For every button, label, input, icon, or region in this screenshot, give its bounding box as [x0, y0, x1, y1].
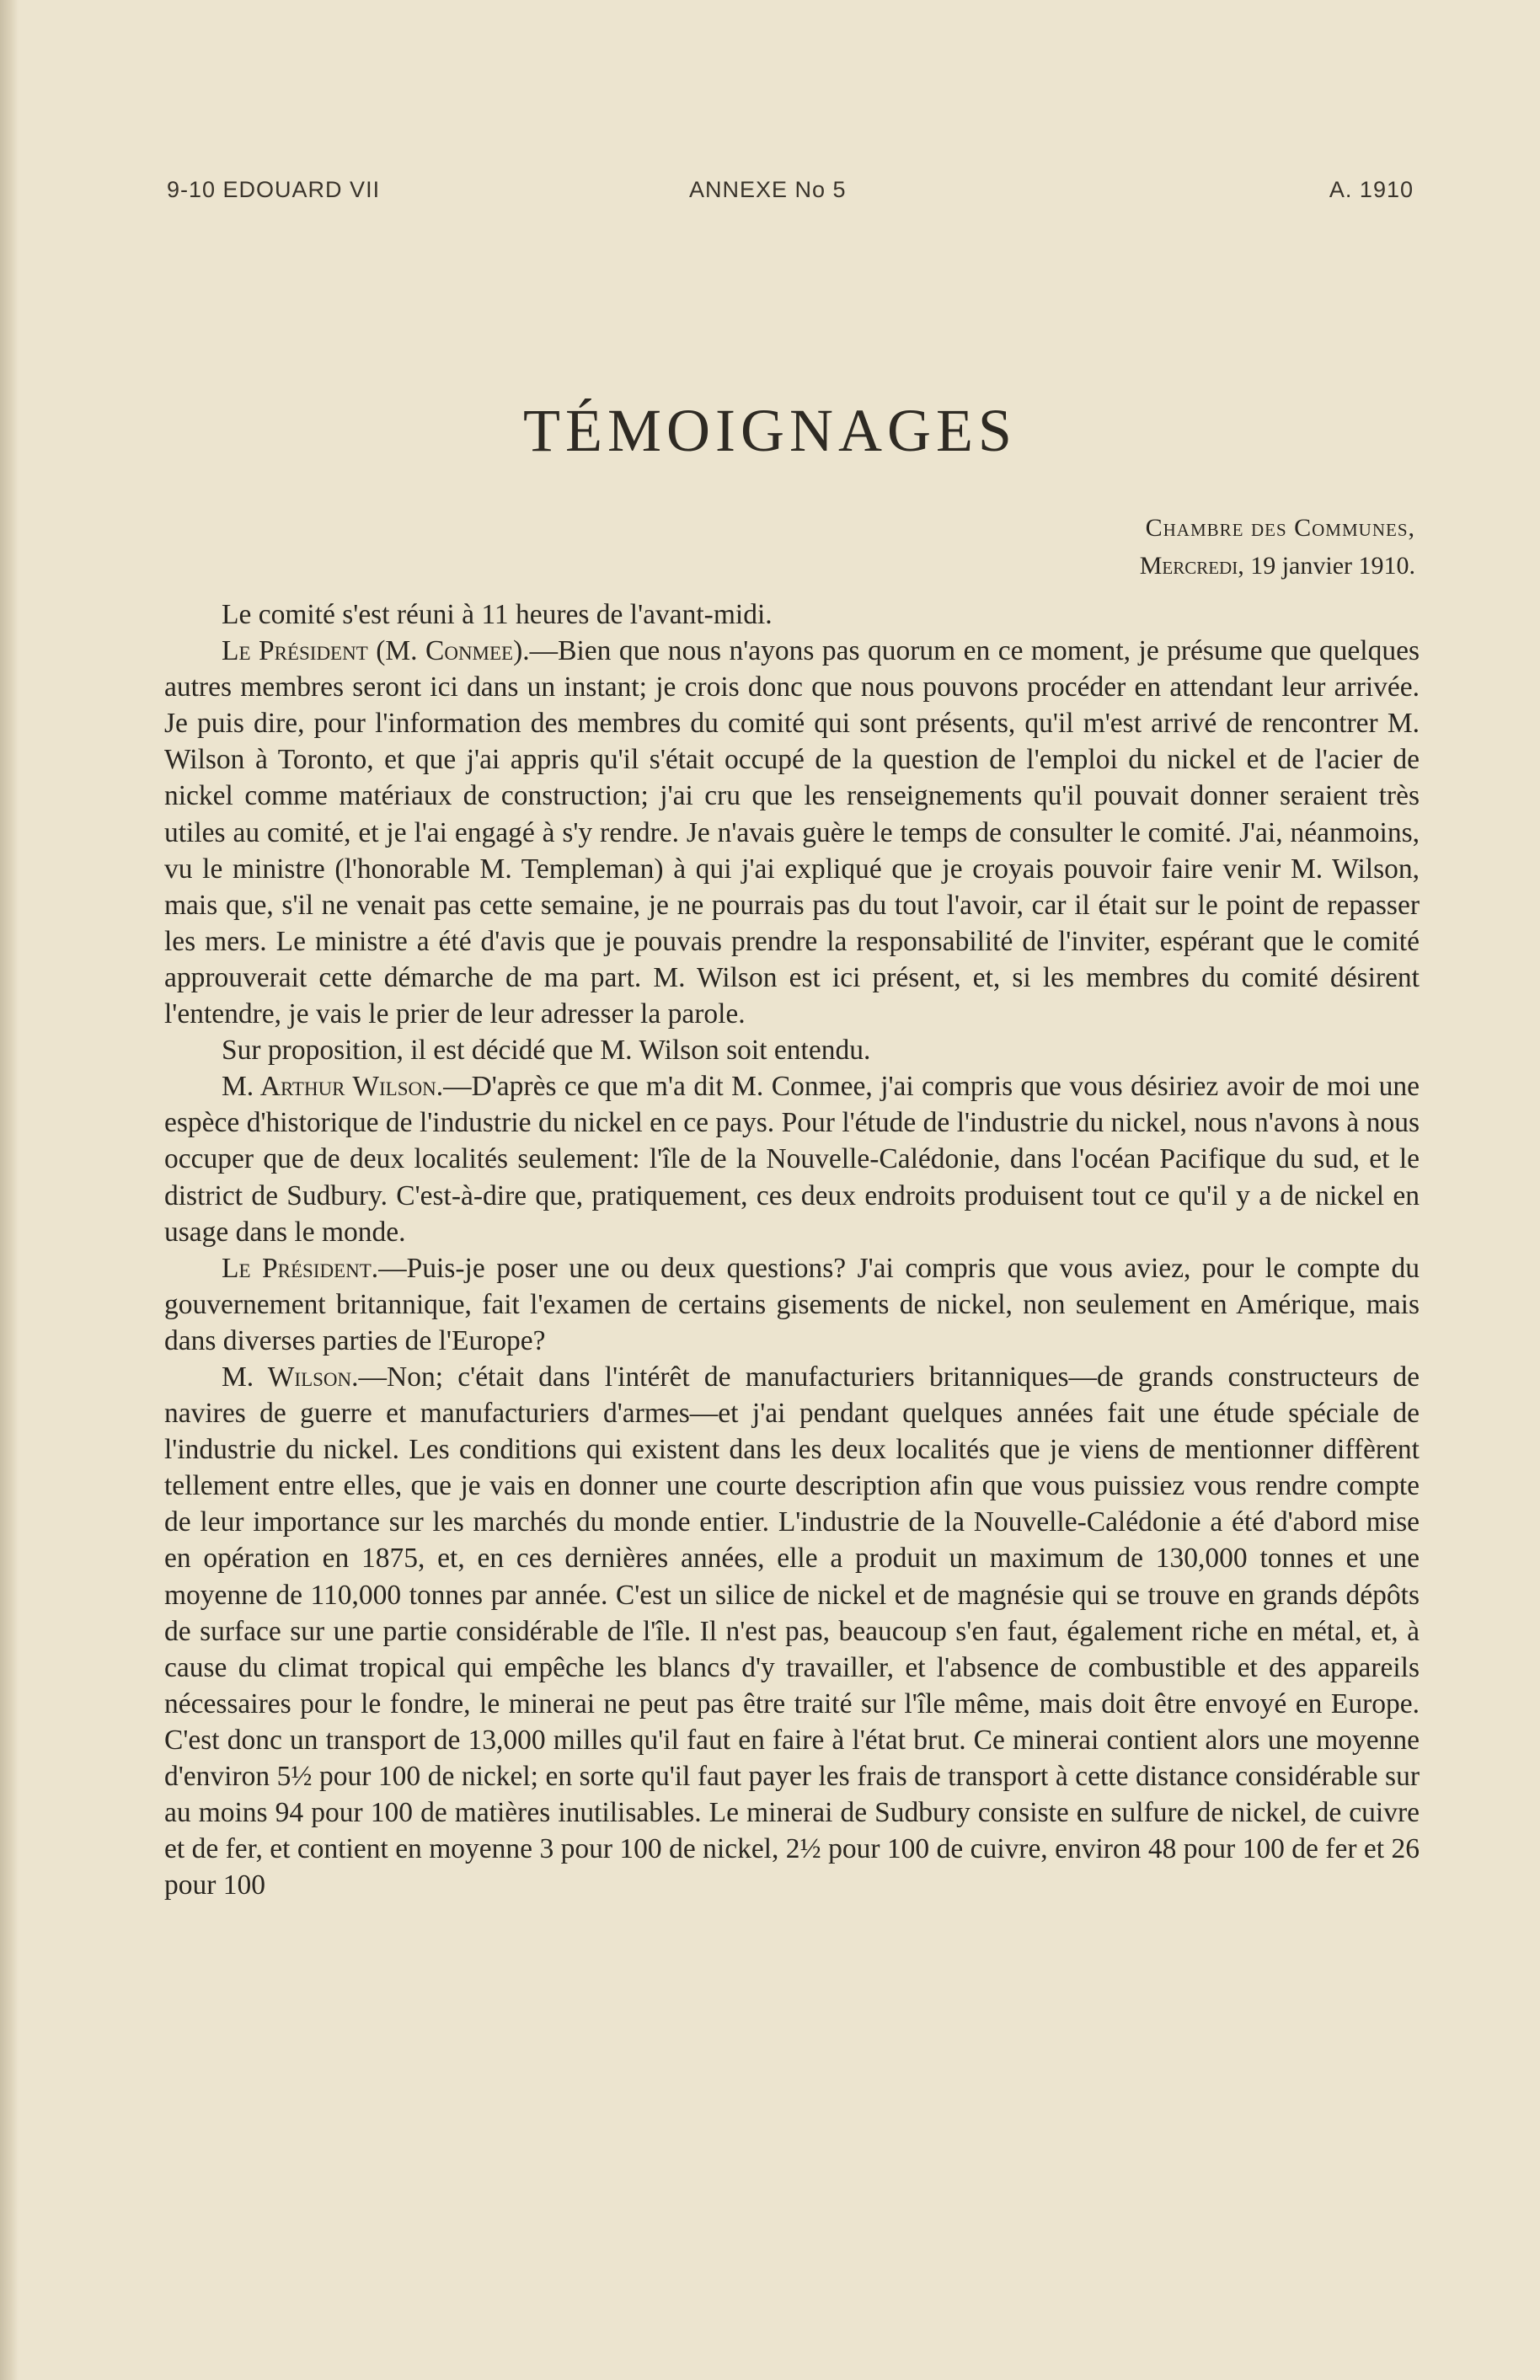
speaker-name: M. Arthur Wilson.: [222, 1071, 444, 1103]
paragraph-text: —D'après ce que m'a dit M. Conmee, j'ai compris que vous désiriez avoir de moi une espèce d'historique de l'industrie du nickel en ce pays. Pour l'étude de l'industrie du nickel, nous n'avons à nous occuper que de deux localités seulement: l'île de la Nouvelle-Calédonie, dans l'océan Pacifique du sud, et le district de Sudbury. C'est-à-dire que, pratiquement, ces deux endroits produisent tout ce qu'il y a de nickel en usage dans le monde.: [164, 1071, 1420, 1248]
paragraph-text: Le comité s'est réuni à 11 heures de l'avant-midi.: [222, 599, 773, 630]
speaker-name: M. Wilson.: [222, 1361, 359, 1393]
paragraph-text: Sur proposition, il est décidé que M. Wilson soit entendu.: [222, 1035, 871, 1067]
header-year: A. 1910: [1329, 177, 1414, 202]
header-annex: ANNEXE No 5: [689, 177, 847, 202]
paragraph: [164, 1359, 1420, 1903]
paragraph: [164, 596, 1420, 633]
page-header: [167, 177, 1414, 211]
paragraph-text: —Bien que nous n'ayons pas quorum en ce moment, je présume que quelques autres membres seront ici dans un instant; je crois donc que nous pouvons procéder en attendant leur arrivée. Je puis dire, pour l'information des membres du comité qui sont présents, qu'il m'est arrivé de rencontrer M. Wilson à Toronto, et que j'ai appris qu'il s'était occupé de la question de l'emploi du nickel et de l'acier de nickel comme matériaux de construction; j'ai cru que les renseignements qu'il pouvait donner seraient très utiles au comité, et je l'ai engagé à s'y rendre. Je n'avais guère le temps de consulter le comité. J'ai, néanmoins, vu le ministre (l'honorable M. Templeman) à qui j'ai expliqué que je croyais pouvoir faire venir M. Wilson, mais que, s'il ne venait pas cette semaine, je ne pourrais pas du tout l'avoir, car il était sur le point de repasser les mers. Le ministre a été d'avis que je pouvais prendre la responsabilité de l'inviter, espérant que le comité approuverait cette démarche de ma part. M. Wilson est ici présent, et, si les membres du comité désirent l'entendre, je vais le prier de leur adresser la parole.: [164, 635, 1420, 1030]
dateline-date-line: [842, 548, 1415, 585]
paragraph: [164, 1068, 1420, 1249]
dateline-day: Mercredi,: [1139, 552, 1244, 580]
testimony-body: [164, 596, 1420, 1903]
paragraph: [164, 633, 1420, 1032]
paragraph-text: —Non; c'était dans l'intérêt de manufacturiers britanniques—de grands constructeurs de navires de guerre et manufacturiers d'armes—et j'ai pendant quelques années fait une étude spéciale de l'industrie du nickel. Les conditions qui existent dans les deux localités que je viens de mentionner diffèrent tellement entre elles, que je vais en donner une courte description afin que vous puissiez vous rendre compte de leur importance sur les marchés du monde entier. L'industrie de la Nouvelle-Calédonie a été d'abord mise en opération en 1875, et, en ces dernières années, elle a produit un maximum de 130,000 tonnes et une moyenne de 110,000 tonnes par année. C'est un silice de nickel et de magnésie qui se trouve en grands dépôts de surface sur une partie considérable de l'île. Il n'est pas, beaucoup s'en faut, également riche en métal, et, à cause du climat tropical qui empêche les blancs d'y travailler, et l'absence de combustible et des appareils nécessaires pour le fondre, le minerai ne peut pas être traité sur l'île même, mais doit être envoyé en Europe. C'est donc un transport de 13,000 milles qu'il faut en faire à l'état brut. Ce minerai contient alors une moyenne d'environ 5½ pour 100 de nickel; en sorte qu'il faut payer les frais de transport à cette distance considérable sur au moins 94 pour 100 de matières inutilisables. Le minerai de Sudbury consiste en sulfure de nickel, de cuivre et de fer, et contient en moyenne 3 pour 100 de nickel, 2½ pour 100 de cuivre, environ 48 pour 100 de fer et 26 pour 100: [164, 1361, 1420, 1901]
scan-edge: [0, 0, 19, 2380]
paragraph-text: —Puis-je poser une ou deux questions? J'ai compris que vous aviez, pour le compte du gouvernement britannique, fait l'examen de certains gisements de nickel, non seulement en Amérique, mais dans diverses parties de l'Europe?: [164, 1252, 1420, 1356]
paragraph: [164, 1032, 1420, 1068]
paragraph: [164, 1250, 1420, 1359]
dateline-date: 19 janvier 1910.: [1250, 552, 1415, 580]
speaker-name: Le Président.: [222, 1252, 379, 1284]
speaker-name: Le Président (M. Conmee).: [222, 635, 530, 667]
dateline-chamber: Chambre des Communes,: [1145, 514, 1415, 542]
header-session: 9-10 EDOUARD VII: [167, 177, 381, 202]
page-title: TÉMOIGNAGES: [523, 397, 1017, 464]
